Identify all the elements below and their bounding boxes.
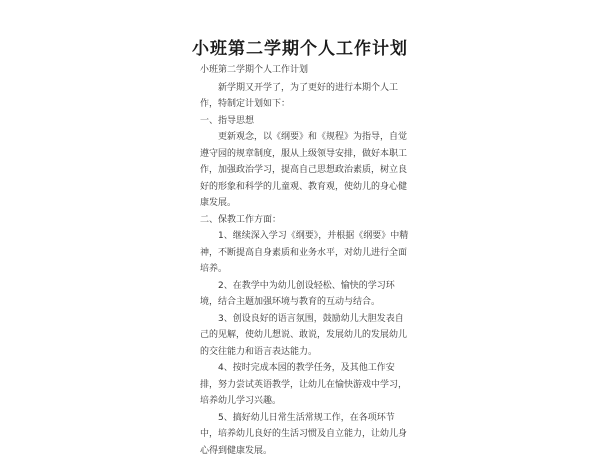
document-body	[200, 62, 412, 459]
teaching-item: 2、在教学中为幼儿创设轻松、愉快的学习环境，结合主题加强环境与教育的互动与结合。	[200, 278, 412, 311]
document-subtitle: 小班第二学期个人工作计划	[200, 62, 412, 79]
section-heading-teaching-work: 二、保教工作方面：	[200, 212, 412, 229]
teaching-item: 1、继续深入学习《纲要》，并根据《纲要》中精神，不断提高自身素质和业务水平，对幼儿进行全面培养。	[200, 228, 412, 278]
intro-paragraph: 新学期又开学了，为了更好的进行本期个人工作，特制定计划如下：	[200, 80, 412, 113]
teaching-item: 3、创设良好的语言氛围，鼓励幼儿大胆发表自己的见解，使幼儿想说、敢说，发展幼儿的发展幼儿的交往能力和语言表达能力。	[200, 311, 412, 361]
section-heading-guiding-ideology: 一、指导思想	[200, 113, 412, 130]
document-title: 小班第二学期个人工作计划	[0, 34, 600, 59]
guiding-ideology-paragraph: 更新观念，以《纲要》和《规程》为指导，自觉遵守园的规章制度，服从上级领导安排，做好本职工作，加强政治学习，提高自己思想政治素质，树立良好的形象和科学的儿童观、教育观，使幼儿的身心健康发展。	[200, 129, 412, 212]
teaching-item: 5、搞好幼儿日常生活常规工作，在各项环节中，培养幼儿良好的生活习惯及自立能力，让幼儿身心得到健康发展。	[200, 410, 412, 459]
teaching-item: 4、按时完成本园的教学任务，及其他工作安排，努力尝试英语教学，让幼儿在愉快游戏中学习，培养幼儿学习兴趣。	[200, 360, 412, 410]
